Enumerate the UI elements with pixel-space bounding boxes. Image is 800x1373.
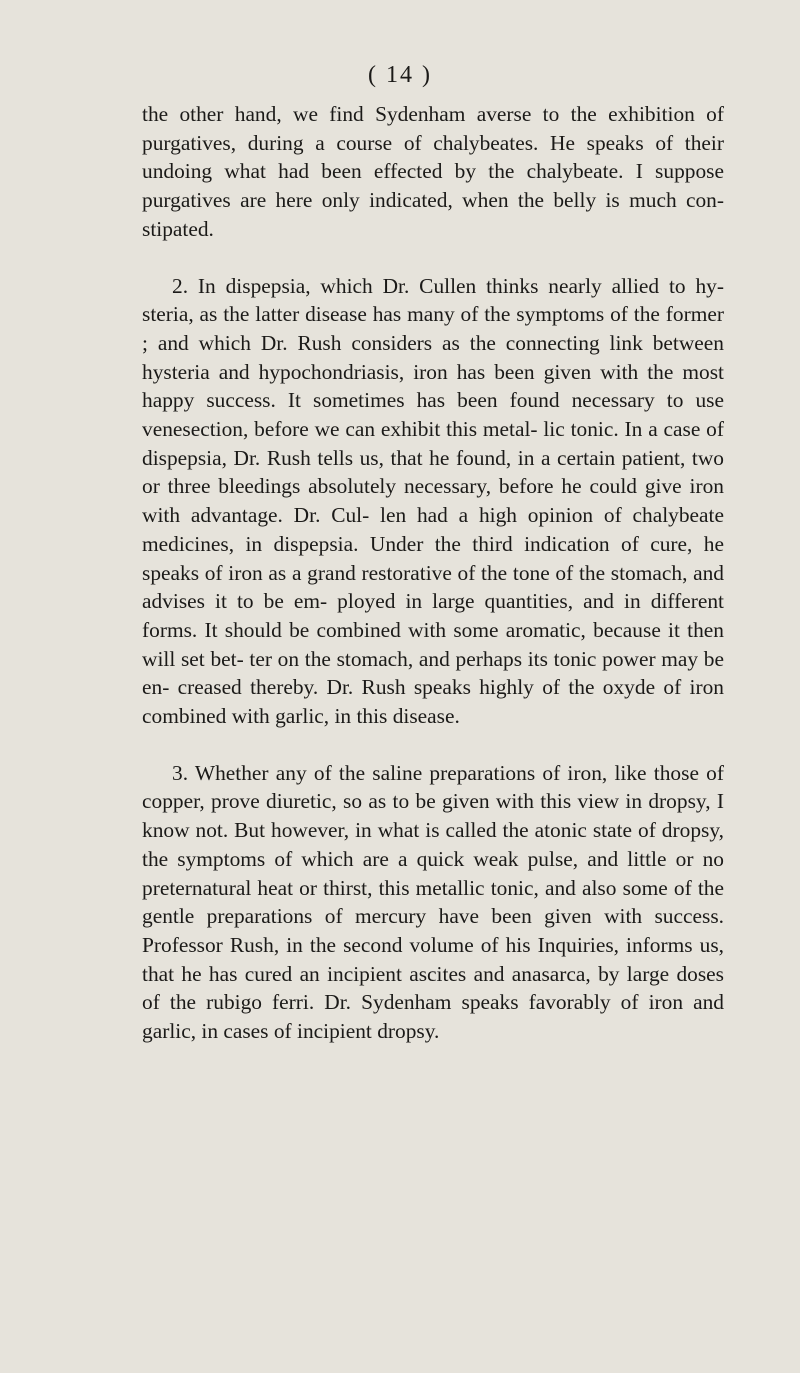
paragraph-dispepsia: 2. In dispepsia, which Dr. Cullen thinks nearly allied to hy- steria, as the latter disease has many of the symptoms of the former ; and which Dr. Rush considers as the connecting link between hysteria and hypochondriasis, iron has been given with the most happy success. It sometimes has been found necessary to use venesection, before we can exhibit this metal- lic tonic. In a case of dispepsia, Dr. Rush tells us, that he found, in a certain patient, two or three bleedings absolutely necessary, before he could give iron with advantage. Dr. Cul- len had a high opinion of chalybeate medicines, in dispepsia. Under the third indication of cure, he speaks of iron as a grand restorative of the tone of the stomach, and advises it to be em- ployed in large quantities, and in different forms. It should be combined with some aromatic, because it then will set bet- ter on the stomach, and perhaps its tonic power may be en- creased thereby. Dr. Rush speaks highly of the oxyde of iron combined with garlic, in this disease.	[142, 273, 724, 729]
paragraph-dropsy: 3. Whether any of the saline preparations of iron, like those of copper, prove diuretic, so as to be given with this view in dropsy, I know not. But however, in what is called the atonic state of dropsy, the symptoms of which are a quick weak pulse, and little or no preternatural heat or thirst, this metallic tonic, and also some of the gentle preparations of mercury have been given with success. Professor Rush, in the second volume of his Inquiries, informs us, that he has cured an incipient ascites and anasarca, by large doses of the rubigo ferri. Dr. Sydenham speaks favorably of iron and garlic, in cases of incipient dropsy.	[142, 760, 724, 1044]
paragraph-continuation: the other hand, we find Sydenham averse to the exhibition of purgatives, during a course of chalybeates. He speaks of their undoing what had been effected by the chalybeate. I suppose purgatives are here only indicated, when the belly is much con- stipated.	[142, 102, 724, 241]
body-text	[142, 100, 724, 1046]
page-number: ( 14 )	[368, 62, 432, 88]
